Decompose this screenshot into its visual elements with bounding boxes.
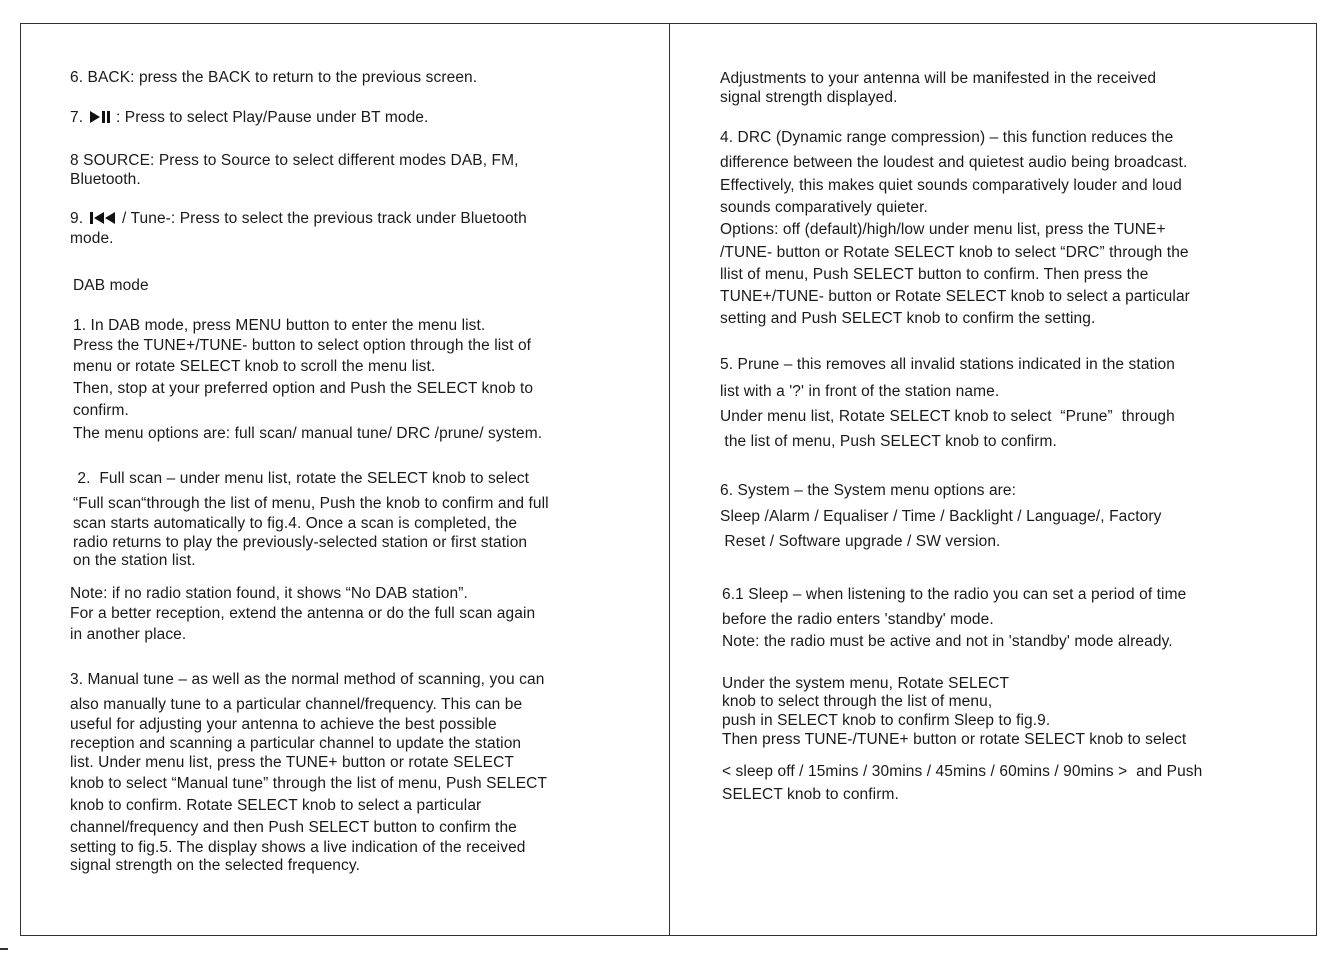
sleep-options-line: SELECT knob to confirm. [722, 786, 899, 803]
dab-p1-line: menu or rotate SELECT knob to scroll the menu list. [73, 358, 436, 375]
prune-line: Under menu list, Rotate SELECT knob to select “Prune” through [720, 408, 1175, 425]
manual-tune-line: list. Under menu list, press the TUNE+ button or rotate SELECT [70, 754, 514, 771]
manual-tune-line: also manually tune to a particular channel/frequency. This can be [70, 696, 523, 713]
antenna-line: Adjustments to your antenna will be manifested in the received [720, 70, 1157, 87]
prune-line: 5. Prune – this removes all invalid stations indicated in the station [720, 356, 1175, 373]
manual-tune-line: knob to select “Manual tune” through the list of menu, Push SELECT [70, 775, 548, 792]
dab-mode-heading: DAB mode [73, 277, 149, 294]
sleep-step-line: Under the system menu, Rotate SELECT [722, 675, 1010, 692]
manual-tune-line: useful for adjusting your antenna to achieve the best possible [70, 716, 497, 733]
item7-text: : Press to select Play/Pause under BT mode. [115, 109, 429, 126]
manual-tune-line: 3. Manual tune – as well as the normal method of scanning, you can [70, 671, 545, 688]
sleep-line: 6.1 Sleep – when listening to the radio you can set a period of time [722, 586, 1187, 603]
sleep-step-line: push in SELECT knob to confirm Sleep to fig.9. [722, 712, 1051, 729]
dab-p1-line: Then, stop at your preferred option and Push the SELECT knob to [73, 380, 534, 397]
note-line: For a better reception, extend the antenna or do the full scan again [70, 605, 536, 622]
sleep-options-line: < sleep off / 15mins / 30mins / 45mins / 60mins / 90mins > and Push [722, 763, 1203, 780]
drc-line: /TUNE- button or Rotate SELECT knob to select “DRC” through the [720, 244, 1189, 261]
note-line: in another place. [70, 626, 187, 643]
column-divider [669, 23, 670, 936]
note-line: Note: if no radio station found, it shows “No DAB station”. [70, 585, 468, 602]
system-line: 6. System – the System menu options are: [720, 482, 1017, 499]
full-scan-line: 2. Full scan – under menu list, rotate the SELECT knob to select [73, 470, 530, 487]
full-scan-line: on the station list. [73, 552, 196, 569]
sleep-line: Note: the radio must be active and not in 'standby' mode already. [722, 633, 1173, 650]
drc-line: Options: off (default)/high/low under menu list, press the TUNE+ [720, 221, 1166, 238]
item9-number: 9. [70, 210, 84, 227]
system-line: Sleep /Alarm / Equaliser / Time / Backlight / Language/, Factory [720, 508, 1162, 525]
system-line: Reset / Software upgrade / SW version. [720, 533, 1001, 550]
sleep-step-line: Then press TUNE-/TUNE+ button or rotate SELECT knob to select [722, 731, 1187, 748]
manual-tune-line: channel/frequency and then Push SELECT button to confirm the [70, 819, 517, 836]
play-pause-icon [88, 110, 112, 129]
drc-line: difference between the loudest and quietest audio being broadcast. [720, 154, 1188, 171]
dab-p1-line: The menu options are: full scan/ manual tune/ DRC /prune/ system. [73, 425, 543, 442]
drc-line: TUNE+/TUNE- button or Rotate SELECT knob to select a particular [720, 288, 1190, 305]
drc-line: setting and Push SELECT knob to confirm the setting. [720, 310, 1096, 327]
source-line-2: Bluetooth. [70, 171, 141, 188]
corner-mark [0, 948, 8, 950]
back-instruction: 6. BACK: press the BACK to return to the previous screen. [70, 69, 478, 86]
sleep-line: before the radio enters 'standby' mode. [722, 611, 994, 628]
play-pause-instruction [70, 108, 428, 129]
drc-line: 4. DRC (Dynamic range compression) – this function reduces the [720, 129, 1174, 146]
dab-p1-line: 1. In DAB mode, press MENU button to enter the menu list. [73, 317, 486, 334]
drc-line: Effectively, this makes quiet sounds comparatively louder and loud [720, 177, 1182, 194]
full-scan-line: radio returns to play the previously-selected station or first station [73, 534, 528, 551]
manual-tune-line: setting to fig.5. The display shows a live indication of the received [70, 839, 526, 856]
full-scan-line: scan starts automatically to fig.4. Once a scan is completed, the [73, 515, 518, 532]
drc-line: llist of menu, Push SELECT button to confirm. Then press the [720, 266, 1149, 283]
manual-tune-line: reception and scanning a particular channel to update the station [70, 735, 522, 752]
prune-line: list with a '?' in front of the station name. [720, 383, 1000, 400]
item7-number: 7. [70, 109, 84, 126]
tune-minus-line-2: mode. [70, 230, 114, 247]
tune-minus-instruction [70, 209, 527, 230]
drc-line: sounds comparatively quieter. [720, 199, 928, 216]
manual-tune-line: signal strength on the selected frequency. [70, 857, 360, 874]
full-scan-line: “Full scan“through the list of menu, Push the knob to confirm and full [73, 495, 549, 512]
sleep-step-line: knob to select through the list of menu, [722, 693, 993, 710]
antenna-line: signal strength displayed. [720, 89, 898, 106]
dab-p1-line: Press the TUNE+/TUNE- button to select option through the list of [73, 337, 532, 354]
source-line-1: 8 SOURCE: Press to Source to select different modes DAB, FM, [70, 152, 519, 169]
previous-track-icon [88, 211, 118, 230]
item9-text: / Tune-: Press to select the previous track under Bluetooth [121, 210, 527, 227]
manual-tune-line: knob to confirm. Rotate SELECT knob to select a particular [70, 797, 482, 814]
prune-line: the list of menu, Push SELECT knob to confirm. [720, 433, 1057, 450]
dab-p1-line: confirm. [73, 402, 129, 419]
